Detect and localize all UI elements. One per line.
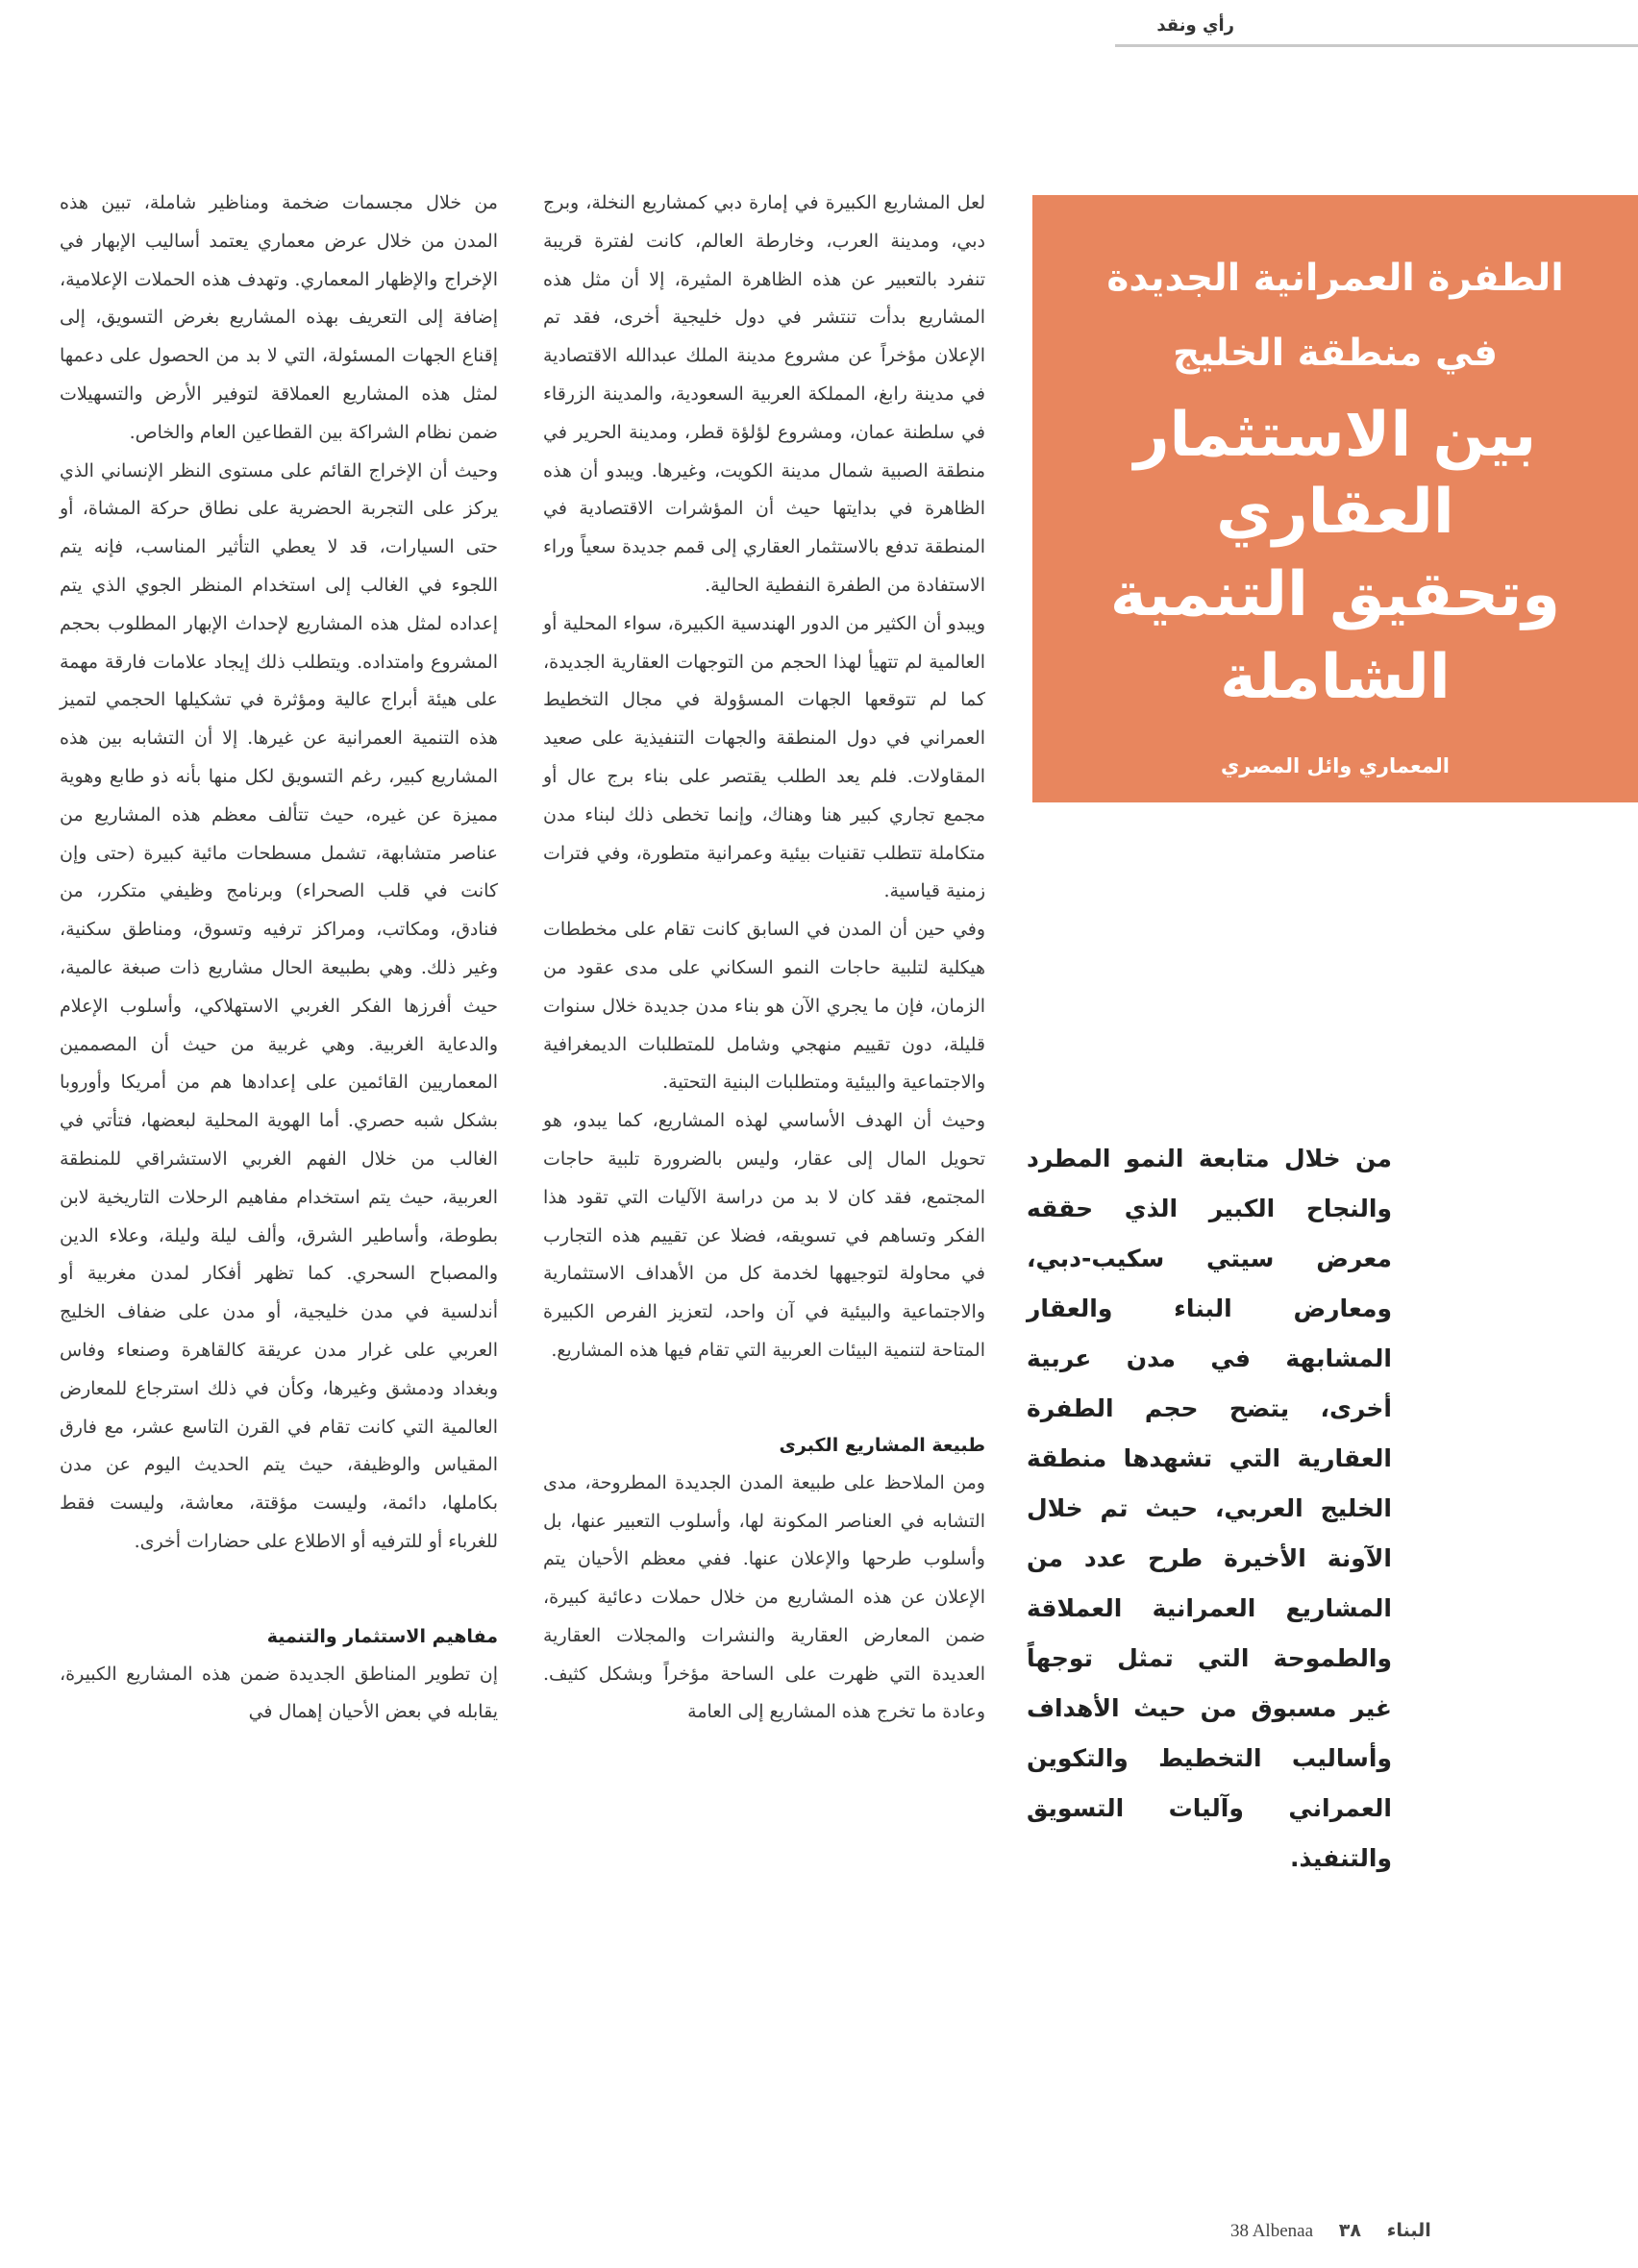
article-title-line-1: بين الاستثمار العقاري [1133,400,1537,548]
paragraph: وحيث أن الإخراج القائم على مستوى النظر الإنساني الذي يركز على التجربة الحضرية على نطاق حركة المشاة، أو حتى السيارات، قد لا يعطي التأثير المناسب، فإنه يتم اللجوء في الغالب إلى استخدام المنظر الجوي الذي يتم إعداده لمثل هذه المشاريع لإحداث الإبهار المطلوب بحجم المشروع وامتداده. ويتطلب ذلك إيجاد علامات فارقة مهمة على هيئة أبراج عالية ومؤثرة في تشكيلها الحجمي لتميز هذه التنمية العمرانية عن غيرها. إلا أن التشابه بين هذه المشاريع كبير، رغم التسويق لكل منها بأنه ذو طابع وهوية مميزة عن غيره، حيث تتألف معظم هذه المشاريع من عناصر متشابهة، تشمل مسطحات مائية كبيرة (حتى وإن كانت في قلب الصحراء) وبرنامج وظيفي متكرر، من فنادق، ومكاتب، ومراكز ترفيه وتسوق، ومناطق سكنية، وغير ذلك. وهي بطبيعة الحال مشاريع ذات صبغة عالمية، حيث أفرزها الفكر الغربي الاستهلاكي، وأسلوب الإعلام والدعاية الغربية. وهي غربية من حيث أن المصممين المعماريين القائمين على إعدادها هم من أمريكا وأوروبا بشكل شبه حصري. أما الهوية المحلية لبعضها، فتأتي في الغالب من خلال الفهم الغربي الاستشراقي للمنطقة العربية، حيث يتم استخدام مفاهيم الرحلات التاريخية لابن بطوطة، وأساطير الشرق، وألف ليلة وليلة، وعلاء الدين والمصباح السحري. كما تظهر أفكار لمدن مغربية أو أندلسية في مدن خليجية، أو مدن على ضفاف الخليج العربي على غرار مدن عريقة كالقاهرة وصنعاء وفاس وبغداد ودمشق وغيرها، وكأن في ذلك استرجاع للمعارض العالمية التي كانت تقام في القرن التاسع عشر، مع فارق المقياس والوظيفة، حيث يتم الحديث اليوم عن مدن بكاملها، دائمة، وليست مؤقتة، معاشة، وليست فقط للغرباء أو للترفيه أو الاطلاع على حضارات أخرى. [60,459,498,1552]
article-title-line-2: وتحقيق التنمية [1109,559,1561,630]
page-number-ar: ٣٨ [1338,2220,1361,2241]
page-footer [1230,2220,1431,2242]
article-author: المعماري وائل المصري [1221,754,1450,777]
article-subtitle-line-2: في منطقة الخليج [1173,332,1498,375]
paragraph: ويبدو أن الكثير من الدور الهندسية الكبيرة، سواء المحلية أو العالمية لم تتهيأ لهذا الحجم من التوجهات العقارية الجديدة، كما لم تتوقعها الجهات المسؤولة في مجال التخطيط العمراني في دول المنطقة والجهات التنفيذية على صعيد المقاولات. فلم يعد الطلب يقتصر على بناء برج عال أو مجمع تجاري كبير هنا وهناك، وإنما تخطى ذلك لبناء مدن متكاملة تتطلب تقنيات بيئية وعمرانية متطورة، وفي فترات زمنية قياسية. [543,612,985,902]
section-heading: مفاهيم الاستثمار والتنمية [266,1625,498,1647]
left-column [60,185,498,1732]
magazine-name-ar: البناء [1386,2220,1431,2241]
article-subtitle-line-1: الطفرة العمرانية الجديدة [1106,257,1564,300]
article-title-line-3: الشاملة [1220,642,1451,713]
paragraph: وحيث أن الهدف الأساسي لهذه المشاريع، كما يبدو، هو تحويل المال إلى عقار، وليس بالضرورة تلبية حاجات المجتمع، فقد كان لا بد من دراسة الآليات التي تقود هذا الفكر وتساهم في تسويقه، فضلا عن تقييم هذه التجارب في محاولة لتوجيهها لخدمة كل من الأهداف الاستثمارية والاجتماعية والبيئية في آن واحد، لتعزيز الفرص الكبيرة المتاحة لتنمية البيئات العربية التي تقام فيها هذه المشاريع. [543,1110,986,1361]
section-heading: طبيعة المشاريع الكبرى [779,1434,985,1456]
paragraph: لعل المشاريع الكبيرة في إمارة دبي كمشاريع النخلة، وبرج دبي، ومدينة العرب، وخارطة العالم، كانت لفترة قريبة تنفرد بالتعبير عن هذه الظاهرة المثيرة، إلا أن مثل هذه المشاريع بدأت تنتشر في دول خليجية أخرى، فقد تم الإعلان مؤخراً عن مشروع مدينة الملك عبدالله الاقتصادية في مدينة رابغ، المملكة العربية السعودية، والمدينة الزرقاء في سلطنة عمان، ومشروع لؤلؤة قطر، ومدينة الحرير في منطقة الصبية شمال مدينة الكويت، وغيرها. ويبدو أن هذه الظاهرة في بدايتها حيث أن المؤشرات الاقتصادية في المنطقة تدفع بالاستثمار العقاري إلى قمم جديدة سعياً وراء الاستفادة من الطفرة النفطية الحالية. [543,192,985,596]
paragraph: ومن الملاحظ على طبيعة المدن الجديدة المطروحة، مدى التشابه في العناصر المكونة لها، وأسلوب التعبير عنها، بل وأسلوب طرحها والإعلان عنها. ففي معظم الأحيان يتم الإعلان عن هذه المشاريع من خلال حملات دعائية كبيرة، ضمن المعارض العقارية والنشرات والمجلات العقارية العديدة التي ظهرت على الساحة مؤخراً وبشكل كثيف. وعادة ما تخرج هذه المشاريع إلى العامة [543,1471,985,1723]
section-header [1115,6,1638,47]
page-label-en: 38 Albenaa [1230,2221,1314,2241]
paragraph: إن تطوير المناطق الجديدة ضمن هذه المشاريع الكبيرة، يقابله في بعض الأحيان إهمال في [60,1663,498,1723]
article-title-box [1032,195,1638,802]
pull-quote: من خلال متابعة النمو المطرد والنجاح الكبير الذي حققه معرض سيتي سكيب-دبي، ومعارض البناء والعقار المشابهة في مدن عربية أخرى، يتضح حجم الطفرة العقارية التي تشهدها منطقة الخليج العربي، حيث تم خلال الآونة الأخيرة طرح عدد من المشاريع العمرانية العملاقة والطموحة التي تمثل توجهاً غير مسبوق من حيث الأهداف وأساليب التخطيط والتكوين العمراني وآليات التسويق والتنفيذ. [1027,1145,1392,1872]
paragraph: وفي حين أن المدن في السابق كانت تقام على مخططات هيكلية لتلبية حاجات النمو السكاني على مدى عقود من الزمان، فإن ما يجري الآن هو بناء مدن جديدة خلال سنوات قليلة، دون تقييم منهجي وشامل للمتطلبات الديمغرافية والاجتماعية والبيئية ومتطلبات البنية التحتية. [543,919,985,1094]
section-label: رأي ونقد [1156,15,1234,36]
paragraph: من خلال مجسمات ضخمة ومناظير شاملة، تبين هذه المدن من خلال عرض معماري يعتمد أساليب الإبهار في الإخراج والإظهار المعماري. وتهدف هذه الحملات الإعلامية، إضافة إلى التعريف بهذه المشاريع بغرض التسويق، إلى إقناع الجهات المسئولة، التي لا بد من الحصول على دعمها لمثل هذه المشاريع العملاقة لتوفير الأرض والتسهيلات ضمن نظام الشراكة بين القطاعين العام والخاص. [60,192,498,443]
middle-column [543,185,985,1732]
